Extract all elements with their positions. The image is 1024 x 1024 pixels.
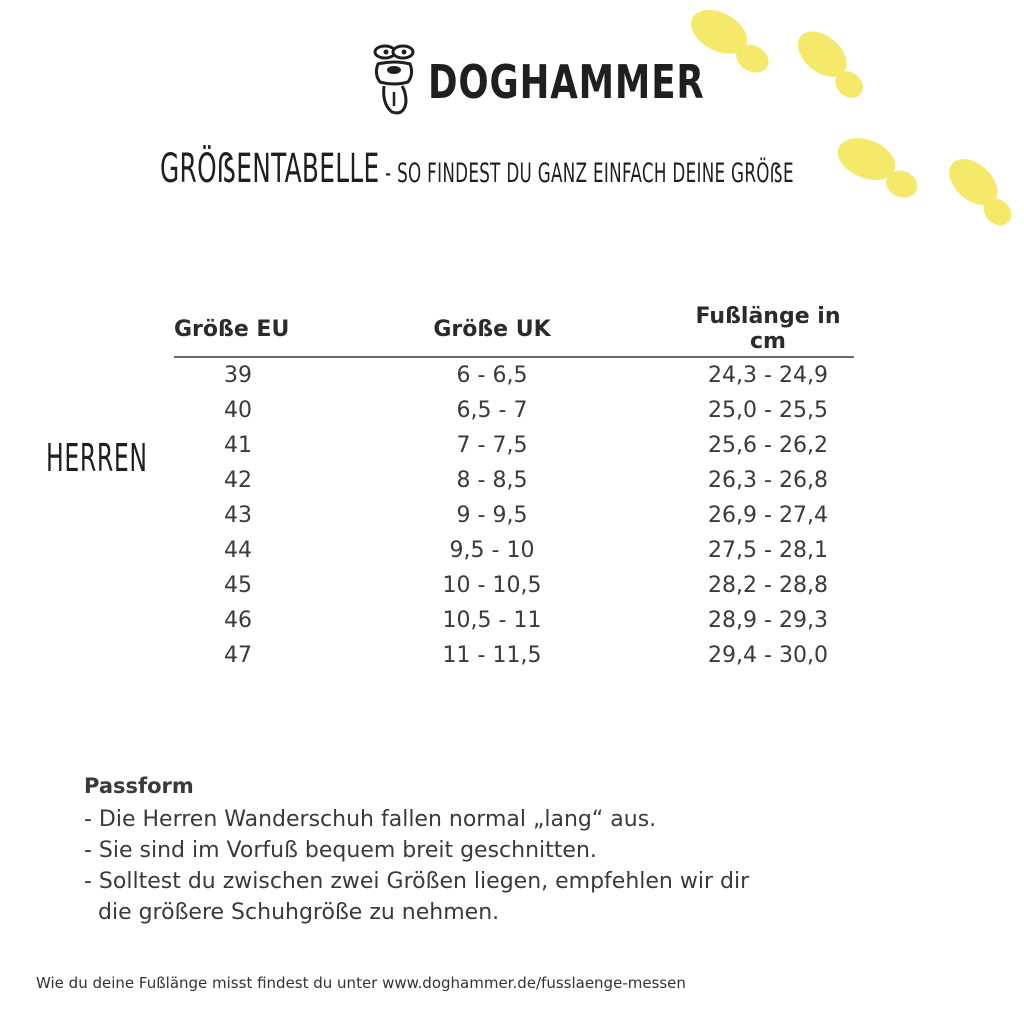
cell-eu: 39 bbox=[224, 363, 252, 388]
footprint-icon bbox=[938, 150, 1024, 236]
cell-uk: 10 - 10,5 bbox=[442, 573, 542, 598]
brand-logo bbox=[370, 42, 750, 122]
cell-eu: 41 bbox=[224, 433, 252, 458]
cell-uk: 7 - 7,5 bbox=[456, 433, 528, 458]
table-row bbox=[174, 357, 854, 393]
cell-eu: 40 bbox=[224, 398, 252, 423]
table-row bbox=[174, 568, 854, 603]
fit-notes-title: Passform bbox=[84, 774, 194, 798]
cell-foot-length: 27,5 - 28,1 bbox=[708, 538, 828, 563]
column-header-foot-length: Fußlänge in cm bbox=[682, 300, 854, 357]
footprint-icon bbox=[786, 22, 876, 106]
cell-foot-length: 25,6 - 26,2 bbox=[708, 433, 828, 458]
cell-foot-length: 28,9 - 29,3 bbox=[708, 608, 828, 633]
cell-uk: 6,5 - 7 bbox=[456, 398, 528, 423]
fit-notes bbox=[84, 774, 884, 928]
cell-eu: 45 bbox=[224, 573, 252, 598]
cell-uk: 9 - 9,5 bbox=[456, 503, 528, 528]
cell-eu: 44 bbox=[224, 538, 252, 563]
size-table bbox=[174, 300, 854, 673]
footprint-icon bbox=[830, 130, 926, 206]
cell-foot-length: 28,2 - 28,8 bbox=[708, 573, 828, 598]
column-header-eu: Größe EU bbox=[174, 300, 302, 357]
cell-foot-length: 25,0 - 25,5 bbox=[708, 398, 828, 423]
fit-note-line: die größere Schuhgröße zu nehmen. bbox=[84, 900, 500, 925]
page-title-subtitle: - SO FINDEST DU GANZ EINFACH DEINE GRÖẞE bbox=[379, 158, 794, 189]
cell-uk: 8 - 8,5 bbox=[456, 468, 528, 493]
cell-foot-length: 29,4 - 30,0 bbox=[708, 643, 828, 668]
table-row bbox=[174, 603, 854, 638]
fit-note-line: - Solltest du zwischen zwei Größen liegen, empfehlen wir dir bbox=[84, 869, 750, 894]
section-label-herren: HERREN bbox=[46, 436, 148, 480]
table-header-row bbox=[174, 300, 854, 357]
cell-uk: 6 - 6,5 bbox=[456, 363, 528, 388]
brand-name: DOGHAMMER bbox=[428, 55, 705, 109]
page-title bbox=[160, 146, 794, 202]
cell-foot-length: 26,9 - 27,4 bbox=[708, 503, 828, 528]
table-row bbox=[174, 638, 854, 673]
fit-note-line: - Die Herren Wanderschuh fallen normal „lang“ aus. bbox=[84, 807, 657, 832]
cell-foot-length: 26,3 - 26,8 bbox=[708, 468, 828, 493]
table-row bbox=[174, 428, 854, 463]
cell-eu: 43 bbox=[224, 503, 252, 528]
page-title-main: GRÖẞENTABELLE bbox=[160, 146, 380, 192]
table-row bbox=[174, 463, 854, 498]
cell-eu: 46 bbox=[224, 608, 252, 633]
dog-face-logo-icon bbox=[370, 42, 420, 122]
cell-uk: 9,5 - 10 bbox=[449, 538, 535, 563]
table-row bbox=[174, 533, 854, 568]
cell-eu: 47 bbox=[224, 643, 252, 668]
column-header-uk: Größe UK bbox=[302, 300, 682, 357]
table-row bbox=[174, 393, 854, 428]
cell-uk: 10,5 - 11 bbox=[442, 608, 542, 633]
footer-note: Wie du deine Fußlänge misst findest du unter www.doghammer.de/fusslaenge-messen bbox=[36, 974, 686, 992]
fit-note-line: - Sie sind im Vorfuß bequem breit geschnitten. bbox=[84, 838, 597, 863]
table-row bbox=[174, 498, 854, 533]
cell-uk: 11 - 11,5 bbox=[442, 643, 542, 668]
cell-foot-length: 24,3 - 24,9 bbox=[708, 363, 828, 388]
cell-eu: 42 bbox=[224, 468, 252, 493]
